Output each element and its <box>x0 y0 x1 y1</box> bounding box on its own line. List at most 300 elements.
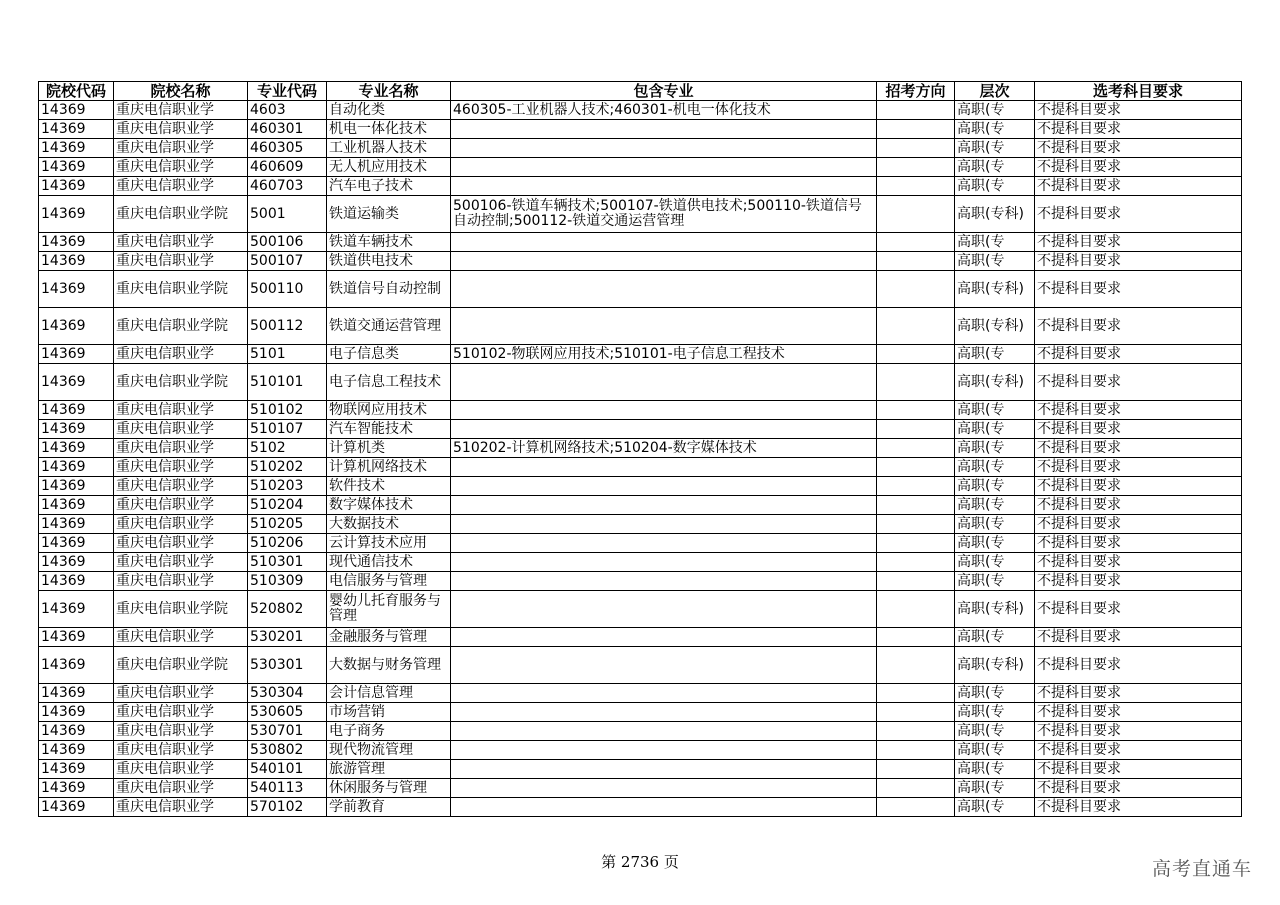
cell-included-majors: 510202-计算机网络技术;510204-数字媒体技术 <box>451 439 877 458</box>
cell-included-majors <box>451 515 877 534</box>
cell-direction <box>877 515 955 534</box>
table-row <box>39 591 1242 628</box>
watermark-text: 高考直通车 <box>1151 858 1252 880</box>
cell-direction <box>877 233 955 252</box>
cell-level: 高职(专 <box>955 101 1035 120</box>
cell-major-code: 510204 <box>248 496 327 515</box>
cell-included-majors <box>451 647 877 684</box>
cell-level: 高职(专 <box>955 553 1035 572</box>
cell-school-name: 重庆电信职业学 <box>114 252 248 271</box>
cell-major-code: 510101 <box>248 364 327 401</box>
cell-major-name: 数字媒体技术 <box>327 496 451 515</box>
cell-included-majors <box>451 252 877 271</box>
cell-subject-requirement: 不提科目要求 <box>1035 233 1242 252</box>
cell-included-majors <box>451 628 877 647</box>
cell-level: 高职(专 <box>955 458 1035 477</box>
cell-subject-requirement: 不提科目要求 <box>1035 139 1242 158</box>
cell-school-code: 14369 <box>39 628 114 647</box>
cell-subject-requirement: 不提科目要求 <box>1035 553 1242 572</box>
cell-subject-requirement: 不提科目要求 <box>1035 158 1242 177</box>
cell-school-code: 14369 <box>39 496 114 515</box>
cell-school-code: 14369 <box>39 139 114 158</box>
cell-included-majors <box>451 401 877 420</box>
cell-included-majors <box>451 233 877 252</box>
cell-included-majors <box>451 158 877 177</box>
cell-school-name: 重庆电信职业学 <box>114 628 248 647</box>
cell-school-code: 14369 <box>39 252 114 271</box>
cell-school-name: 重庆电信职业学 <box>114 401 248 420</box>
cell-included-majors: 510102-物联网应用技术;510101-电子信息工程技术 <box>451 345 877 364</box>
cell-major-name: 机电一体化技术 <box>327 120 451 139</box>
cell-school-name: 重庆电信职业学 <box>114 534 248 553</box>
cell-major-code: 5001 <box>248 196 327 233</box>
cell-direction <box>877 553 955 572</box>
cell-school-code: 14369 <box>39 196 114 233</box>
table-row <box>39 120 1242 139</box>
cell-school-code: 14369 <box>39 647 114 684</box>
cell-major-name: 铁道车辆技术 <box>327 233 451 252</box>
cell-major-name: 电子商务 <box>327 722 451 741</box>
cell-school-code: 14369 <box>39 120 114 139</box>
cell-level: 高职(专科) <box>955 647 1035 684</box>
table-row <box>39 779 1242 798</box>
cell-major-code: 5101 <box>248 345 327 364</box>
cell-level: 高职(专 <box>955 741 1035 760</box>
cell-major-code: 5102 <box>248 439 327 458</box>
cell-level: 高职(专 <box>955 439 1035 458</box>
table-row <box>39 647 1242 684</box>
cell-major-name: 无人机应用技术 <box>327 158 451 177</box>
cell-school-name: 重庆电信职业学 <box>114 496 248 515</box>
cell-major-code: 530304 <box>248 684 327 703</box>
cell-school-code: 14369 <box>39 271 114 308</box>
cell-subject-requirement: 不提科目要求 <box>1035 196 1242 233</box>
cell-school-code: 14369 <box>39 779 114 798</box>
table-row <box>39 439 1242 458</box>
table-row <box>39 798 1242 817</box>
cell-level: 高职(专 <box>955 345 1035 364</box>
cell-included-majors <box>451 420 877 439</box>
cell-school-name: 重庆电信职业学院 <box>114 308 248 345</box>
cell-direction <box>877 120 955 139</box>
cell-direction <box>877 722 955 741</box>
cell-school-code: 14369 <box>39 420 114 439</box>
cell-major-name: 婴幼儿托育服务与管理 <box>327 591 451 628</box>
cell-included-majors <box>451 553 877 572</box>
cell-subject-requirement: 不提科目要求 <box>1035 628 1242 647</box>
cell-major-code: 540101 <box>248 760 327 779</box>
cell-school-name: 重庆电信职业学 <box>114 572 248 591</box>
cell-school-name: 重庆电信职业学院 <box>114 364 248 401</box>
cell-major-code: 460301 <box>248 120 327 139</box>
table-row <box>39 572 1242 591</box>
cell-level: 高职(专科) <box>955 308 1035 345</box>
cell-school-code: 14369 <box>39 439 114 458</box>
table-header-row <box>39 82 1242 101</box>
cell-school-code: 14369 <box>39 477 114 496</box>
cell-level: 高职(专 <box>955 628 1035 647</box>
cell-school-name: 重庆电信职业学院 <box>114 196 248 233</box>
cell-level: 高职(专 <box>955 515 1035 534</box>
cell-direction <box>877 271 955 308</box>
cell-major-name: 大数据与财务管理 <box>327 647 451 684</box>
cell-included-majors <box>451 177 877 196</box>
cell-major-code: 570102 <box>248 798 327 817</box>
cell-major-code: 530701 <box>248 722 327 741</box>
cell-direction <box>877 345 955 364</box>
cell-direction <box>877 196 955 233</box>
cell-level: 高职(专 <box>955 496 1035 515</box>
cell-subject-requirement: 不提科目要求 <box>1035 101 1242 120</box>
header-level: 层次 <box>955 82 1035 101</box>
cell-direction <box>877 420 955 439</box>
table-row <box>39 477 1242 496</box>
cell-school-name: 重庆电信职业学 <box>114 458 248 477</box>
table-row <box>39 703 1242 722</box>
cell-subject-requirement: 不提科目要求 <box>1035 308 1242 345</box>
cell-included-majors: 500106-铁道车辆技术;500107-铁道供电技术;500110-铁道信号自动控制;500112-铁道交通运营管理 <box>451 196 877 233</box>
table-row <box>39 628 1242 647</box>
cell-major-name: 电信服务与管理 <box>327 572 451 591</box>
cell-school-code: 14369 <box>39 703 114 722</box>
cell-direction <box>877 591 955 628</box>
cell-major-code: 510107 <box>248 420 327 439</box>
cell-school-code: 14369 <box>39 798 114 817</box>
cell-direction <box>877 401 955 420</box>
cell-major-name: 电子信息类 <box>327 345 451 364</box>
cell-major-name: 铁道交通运营管理 <box>327 308 451 345</box>
cell-major-name: 电子信息工程技术 <box>327 364 451 401</box>
table-row <box>39 196 1242 233</box>
cell-included-majors <box>451 271 877 308</box>
cell-included-majors <box>451 139 877 158</box>
cell-included-majors: 460305-工业机器人技术;460301-机电一体化技术 <box>451 101 877 120</box>
cell-direction <box>877 477 955 496</box>
cell-subject-requirement: 不提科目要求 <box>1035 364 1242 401</box>
cell-major-name: 自动化类 <box>327 101 451 120</box>
cell-level: 高职(专科) <box>955 364 1035 401</box>
cell-subject-requirement: 不提科目要求 <box>1035 458 1242 477</box>
cell-direction <box>877 308 955 345</box>
cell-included-majors <box>451 741 877 760</box>
cell-subject-requirement: 不提科目要求 <box>1035 722 1242 741</box>
cell-major-name: 现代通信技术 <box>327 553 451 572</box>
cell-level: 高职(专 <box>955 233 1035 252</box>
cell-direction <box>877 684 955 703</box>
cell-major-code: 530301 <box>248 647 327 684</box>
header-school-code: 院校代码 <box>39 82 114 101</box>
cell-school-code: 14369 <box>39 177 114 196</box>
cell-school-name: 重庆电信职业学院 <box>114 591 248 628</box>
cell-included-majors <box>451 572 877 591</box>
table-row <box>39 271 1242 308</box>
cell-major-name: 云计算技术应用 <box>327 534 451 553</box>
cell-school-code: 14369 <box>39 722 114 741</box>
cell-subject-requirement: 不提科目要求 <box>1035 572 1242 591</box>
cell-major-name: 计算机网络技术 <box>327 458 451 477</box>
cell-direction <box>877 252 955 271</box>
cell-major-code: 500112 <box>248 308 327 345</box>
header-direction: 招考方向 <box>877 82 955 101</box>
cell-subject-requirement: 不提科目要求 <box>1035 741 1242 760</box>
table-row <box>39 458 1242 477</box>
cell-major-name: 工业机器人技术 <box>327 139 451 158</box>
cell-major-name: 现代物流管理 <box>327 741 451 760</box>
cell-subject-requirement: 不提科目要求 <box>1035 647 1242 684</box>
header-major-name: 专业名称 <box>327 82 451 101</box>
cell-major-code: 540113 <box>248 779 327 798</box>
cell-subject-requirement: 不提科目要求 <box>1035 401 1242 420</box>
cell-level: 高职(专 <box>955 252 1035 271</box>
cell-school-name: 重庆电信职业学 <box>114 684 248 703</box>
cell-direction <box>877 534 955 553</box>
cell-direction <box>877 364 955 401</box>
table-row <box>39 401 1242 420</box>
table-row <box>39 496 1242 515</box>
cell-school-name: 重庆电信职业学 <box>114 477 248 496</box>
cell-school-name: 重庆电信职业学 <box>114 439 248 458</box>
cell-school-name: 重庆电信职业学 <box>114 101 248 120</box>
header-included-majors: 包含专业 <box>451 82 877 101</box>
cell-major-code: 460305 <box>248 139 327 158</box>
header-major-code: 专业代码 <box>248 82 327 101</box>
cell-direction <box>877 703 955 722</box>
cell-school-name: 重庆电信职业学 <box>114 233 248 252</box>
cell-subject-requirement: 不提科目要求 <box>1035 252 1242 271</box>
cell-included-majors <box>451 496 877 515</box>
cell-level: 高职(专 <box>955 477 1035 496</box>
cell-school-name: 重庆电信职业学院 <box>114 647 248 684</box>
cell-major-code: 520802 <box>248 591 327 628</box>
cell-school-code: 14369 <box>39 684 114 703</box>
cell-level: 高职(专 <box>955 420 1035 439</box>
cell-school-name: 重庆电信职业学 <box>114 345 248 364</box>
cell-school-code: 14369 <box>39 572 114 591</box>
cell-school-code: 14369 <box>39 760 114 779</box>
cell-subject-requirement: 不提科目要求 <box>1035 515 1242 534</box>
cell-direction <box>877 458 955 477</box>
cell-included-majors <box>451 703 877 722</box>
cell-school-name: 重庆电信职业学 <box>114 420 248 439</box>
cell-direction <box>877 760 955 779</box>
table-row <box>39 233 1242 252</box>
cell-major-code: 500106 <box>248 233 327 252</box>
table-row <box>39 364 1242 401</box>
cell-school-code: 14369 <box>39 345 114 364</box>
cell-major-name: 会计信息管理 <box>327 684 451 703</box>
header-school-name: 院校名称 <box>114 82 248 101</box>
cell-major-name: 计算机类 <box>327 439 451 458</box>
admissions-table <box>38 81 1242 817</box>
cell-school-code: 14369 <box>39 534 114 553</box>
cell-major-code: 510309 <box>248 572 327 591</box>
cell-subject-requirement: 不提科目要求 <box>1035 271 1242 308</box>
cell-school-code: 14369 <box>39 515 114 534</box>
cell-level: 高职(专 <box>955 139 1035 158</box>
cell-direction <box>877 139 955 158</box>
cell-school-code: 14369 <box>39 158 114 177</box>
cell-direction <box>877 779 955 798</box>
cell-major-code: 460703 <box>248 177 327 196</box>
cell-subject-requirement: 不提科目要求 <box>1035 798 1242 817</box>
cell-major-name: 软件技术 <box>327 477 451 496</box>
table-row <box>39 515 1242 534</box>
cell-included-majors <box>451 798 877 817</box>
cell-major-code: 500110 <box>248 271 327 308</box>
table-row <box>39 345 1242 364</box>
cell-included-majors <box>451 534 877 553</box>
cell-subject-requirement: 不提科目要求 <box>1035 534 1242 553</box>
table-row <box>39 420 1242 439</box>
table-row <box>39 308 1242 345</box>
cell-major-name: 汽车智能技术 <box>327 420 451 439</box>
cell-included-majors <box>451 760 877 779</box>
cell-major-name: 铁道运输类 <box>327 196 451 233</box>
cell-school-name: 重庆电信职业学 <box>114 798 248 817</box>
cell-school-code: 14369 <box>39 101 114 120</box>
cell-level: 高职(专 <box>955 779 1035 798</box>
cell-subject-requirement: 不提科目要求 <box>1035 439 1242 458</box>
cell-included-majors <box>451 684 877 703</box>
cell-school-code: 14369 <box>39 741 114 760</box>
cell-school-name: 重庆电信职业学 <box>114 120 248 139</box>
cell-subject-requirement: 不提科目要求 <box>1035 477 1242 496</box>
cell-major-code: 460609 <box>248 158 327 177</box>
cell-major-code: 510202 <box>248 458 327 477</box>
cell-included-majors <box>451 779 877 798</box>
cell-direction <box>877 177 955 196</box>
cell-major-name: 休闲服务与管理 <box>327 779 451 798</box>
cell-level: 高职(专 <box>955 401 1035 420</box>
cell-school-code: 14369 <box>39 364 114 401</box>
cell-school-name: 重庆电信职业学 <box>114 139 248 158</box>
cell-level: 高职(专科) <box>955 271 1035 308</box>
cell-major-name: 市场营销 <box>327 703 451 722</box>
cell-level: 高职(专 <box>955 703 1035 722</box>
cell-school-code: 14369 <box>39 458 114 477</box>
table-row <box>39 722 1242 741</box>
header-subject-requirement: 选考科目要求 <box>1035 82 1242 101</box>
cell-major-name: 铁道供电技术 <box>327 252 451 271</box>
cell-school-code: 14369 <box>39 553 114 572</box>
cell-direction <box>877 439 955 458</box>
cell-subject-requirement: 不提科目要求 <box>1035 496 1242 515</box>
cell-major-name: 金融服务与管理 <box>327 628 451 647</box>
cell-included-majors <box>451 591 877 628</box>
cell-major-name: 大数据技术 <box>327 515 451 534</box>
table-row <box>39 139 1242 158</box>
cell-subject-requirement: 不提科目要求 <box>1035 345 1242 364</box>
cell-level: 高职(专科) <box>955 196 1035 233</box>
cell-major-name: 学前教育 <box>327 798 451 817</box>
cell-direction <box>877 496 955 515</box>
cell-major-name: 旅游管理 <box>327 760 451 779</box>
cell-direction <box>877 628 955 647</box>
cell-level: 高职(专 <box>955 572 1035 591</box>
cell-school-name: 重庆电信职业学 <box>114 703 248 722</box>
table-row <box>39 158 1242 177</box>
cell-major-name: 铁道信号自动控制 <box>327 271 451 308</box>
cell-major-code: 510203 <box>248 477 327 496</box>
cell-level: 高职(专 <box>955 158 1035 177</box>
cell-major-code: 510301 <box>248 553 327 572</box>
cell-level: 高职(专 <box>955 534 1035 553</box>
table-row <box>39 684 1242 703</box>
cell-subject-requirement: 不提科目要求 <box>1035 420 1242 439</box>
cell-school-code: 14369 <box>39 233 114 252</box>
cell-direction <box>877 572 955 591</box>
table-row <box>39 760 1242 779</box>
page-number: 第 2736 页 <box>601 853 679 871</box>
cell-subject-requirement: 不提科目要求 <box>1035 779 1242 798</box>
cell-school-name: 重庆电信职业学院 <box>114 271 248 308</box>
cell-included-majors <box>451 308 877 345</box>
cell-level: 高职(专 <box>955 798 1035 817</box>
table-row <box>39 534 1242 553</box>
cell-subject-requirement: 不提科目要求 <box>1035 591 1242 628</box>
cell-major-name: 汽车电子技术 <box>327 177 451 196</box>
cell-level: 高职(专 <box>955 722 1035 741</box>
cell-subject-requirement: 不提科目要求 <box>1035 760 1242 779</box>
cell-level: 高职(专 <box>955 177 1035 196</box>
cell-subject-requirement: 不提科目要求 <box>1035 120 1242 139</box>
cell-school-code: 14369 <box>39 401 114 420</box>
cell-level: 高职(专 <box>955 684 1035 703</box>
cell-major-code: 510102 <box>248 401 327 420</box>
cell-subject-requirement: 不提科目要求 <box>1035 177 1242 196</box>
cell-major-code: 530802 <box>248 741 327 760</box>
cell-subject-requirement: 不提科目要求 <box>1035 703 1242 722</box>
cell-major-code: 510206 <box>248 534 327 553</box>
cell-direction <box>877 647 955 684</box>
table-row <box>39 741 1242 760</box>
cell-included-majors <box>451 120 877 139</box>
cell-major-code: 500107 <box>248 252 327 271</box>
cell-direction <box>877 158 955 177</box>
cell-level: 高职(专 <box>955 120 1035 139</box>
table-row <box>39 177 1242 196</box>
table-row <box>39 252 1242 271</box>
cell-school-name: 重庆电信职业学 <box>114 177 248 196</box>
table-row <box>39 553 1242 572</box>
cell-major-code: 530201 <box>248 628 327 647</box>
cell-subject-requirement: 不提科目要求 <box>1035 684 1242 703</box>
cell-major-code: 530605 <box>248 703 327 722</box>
cell-major-code: 4603 <box>248 101 327 120</box>
cell-included-majors <box>451 477 877 496</box>
cell-major-name: 物联网应用技术 <box>327 401 451 420</box>
table-row <box>39 101 1242 120</box>
cell-school-code: 14369 <box>39 591 114 628</box>
cell-school-name: 重庆电信职业学 <box>114 779 248 798</box>
cell-level: 高职(专科) <box>955 591 1035 628</box>
cell-level: 高职(专 <box>955 760 1035 779</box>
cell-school-name: 重庆电信职业学 <box>114 722 248 741</box>
cell-school-name: 重庆电信职业学 <box>114 741 248 760</box>
cell-major-code: 510205 <box>248 515 327 534</box>
cell-direction <box>877 741 955 760</box>
cell-direction <box>877 798 955 817</box>
cell-included-majors <box>451 722 877 741</box>
cell-school-code: 14369 <box>39 308 114 345</box>
table-body <box>39 101 1242 817</box>
cell-direction <box>877 101 955 120</box>
cell-included-majors <box>451 364 877 401</box>
cell-school-name: 重庆电信职业学 <box>114 515 248 534</box>
cell-school-name: 重庆电信职业学 <box>114 553 248 572</box>
cell-school-name: 重庆电信职业学 <box>114 158 248 177</box>
cell-school-name: 重庆电信职业学 <box>114 760 248 779</box>
